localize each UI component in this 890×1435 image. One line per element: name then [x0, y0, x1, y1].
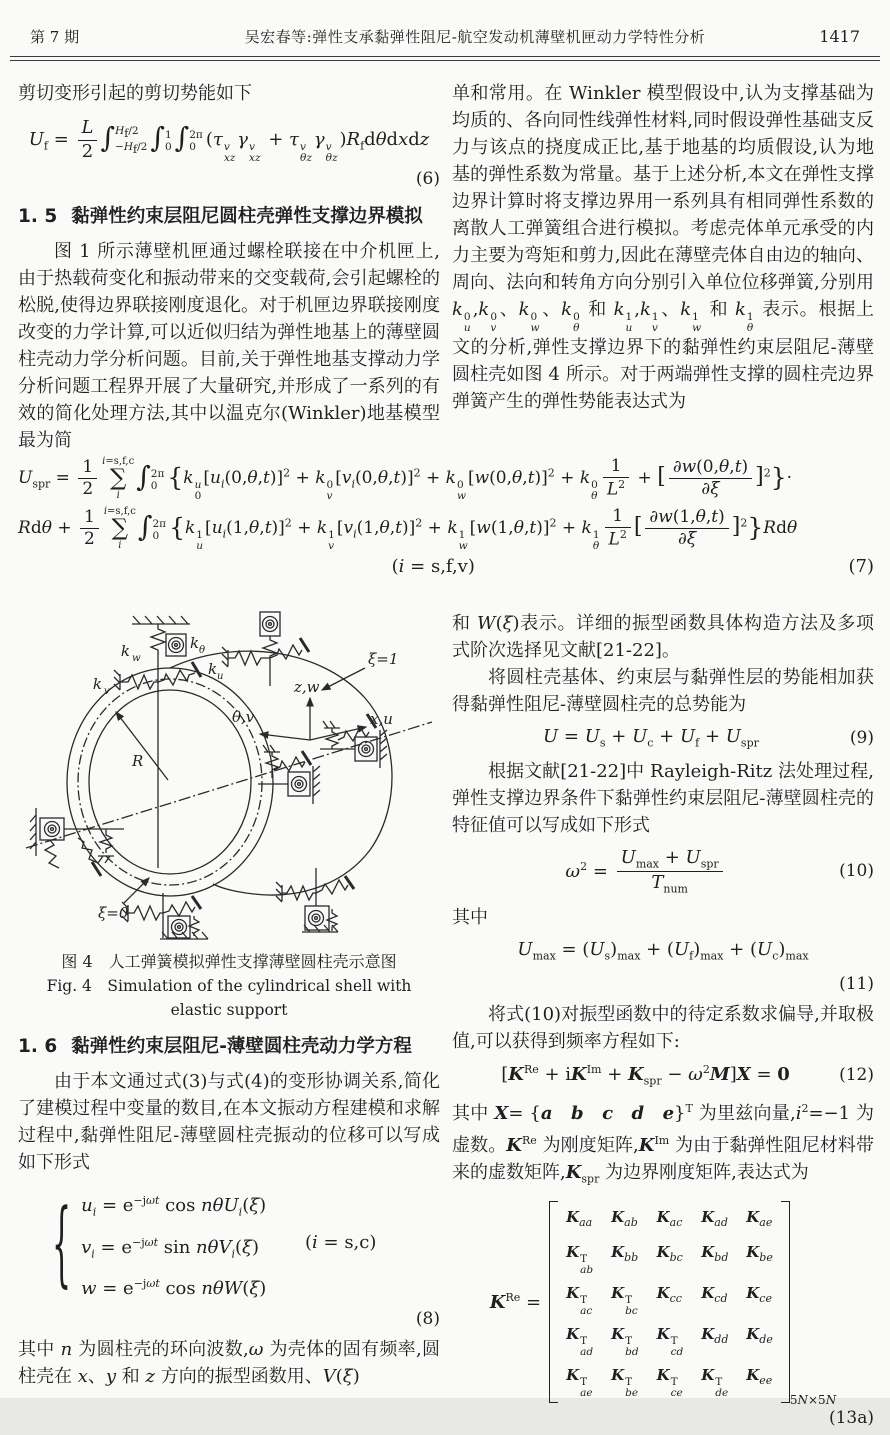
section-title: 黏弹性约束层阻尼-薄壁圆柱壳动力学方程: [71, 1036, 412, 1057]
matrix-cell: $K_{ce}$: [746, 1284, 772, 1306]
matrix-cell: $K_{ac}$: [656, 1208, 683, 1230]
matrix-cell: $K_{ad}$: [701, 1208, 728, 1230]
matrix-cell: $K_{ae}$: [746, 1208, 773, 1230]
figure-4: [18, 610, 440, 1022]
shell-inner-ring: [89, 690, 251, 874]
matrix-cell: $K_{bb}$: [611, 1243, 639, 1265]
equation-9-number: (9): [849, 727, 874, 748]
section-number: 1. 6: [18, 1036, 58, 1057]
equation-10-number: (10): [839, 861, 874, 882]
label-xu: x,u: [370, 710, 393, 728]
matrix-cell: $K_{cd}$: [701, 1284, 728, 1306]
matrix-cell: K T cd: [656, 1325, 684, 1359]
label-thetav: θ,v: [232, 708, 255, 726]
equation-7-line2: Rdθ + $\frac{1}{2}$ i=s,f,c ∑ i ∫ 2π 0 {k 1 u $[u_i(1,\theta,t)]^2 + k$ 1 v $[v_i(1,\theta,t)]^2 + k$ 1 w $[w(1,\theta,t)]^2 + k$ 1 θ $\frac{1}{L^2}$ [ $\frac{\partial w(1,\theta,t)}{\partial\xi}$ ]$^2$}Rdθ: [18, 506, 798, 553]
equation-6-number: (6): [415, 169, 440, 190]
header-rule: [10, 56, 880, 61]
matrix-cell: K T bc: [611, 1284, 638, 1318]
equation-8-condition: (i = s,c): [305, 1231, 377, 1253]
paragraph-frequency-equation: 将式(10)对振型函数中的待定系数求偏导,并取极值,可以获得到频率方程如下:: [452, 1003, 874, 1052]
paragraph-rayleigh-ritz: 根据文献[21-22]中 Rayleigh-Ritz 法处理过程,弹性支撑边界条件下黏弹性约束层阻尼-薄壁圆柱壳的特征值可以写成如下形式: [452, 760, 874, 836]
label-kv-sub: v: [104, 686, 110, 697]
label-ku-sub: u: [217, 671, 224, 682]
equation-13a: [452, 1201, 874, 1408]
label-kw: k: [120, 642, 130, 660]
figure-caption: [18, 950, 440, 1022]
equation-7-condition: (i = s,f,v): [391, 556, 475, 578]
matrix-cell: $K_{bc}$: [656, 1243, 683, 1265]
matrix-cell: K T de: [701, 1366, 729, 1400]
matrix-cell: $K_{bd}$: [701, 1243, 729, 1265]
matrix-bracket-left: [549, 1201, 558, 1403]
text-wherein: 其中: [452, 907, 488, 929]
running-title: 吴宏春等:弹性支承黏弹性阻尼-航空发动机薄壁机匣动力学特性分析: [244, 28, 706, 46]
label-ktheta: k: [190, 634, 200, 652]
right-column-top: [452, 80, 874, 415]
equation-8-line3: $w = e^{-j\omega t}$ cos nθW(ξ): [81, 1277, 267, 1300]
cases-brace: {: [52, 1190, 72, 1300]
section-number: 1. 5: [18, 206, 58, 228]
matrix-bracket-right: [781, 1201, 790, 1403]
coordinate-axes: [260, 698, 366, 740]
paragraph-ritz-vector: 其中 X= {a b c d e}$^T$ 为里兹向量$,i^2=-1$ 为虚数。$K^{Re}$ 为刚度矩阵$,K^{Im}$ 为由于黏弹性阻尼材料带来的虚数矩阵$,K_{spr}$ 为边界刚度矩阵,表达式为: [452, 1102, 875, 1187]
equation-10: $\omega^2$ = $U_{max} + U_{spr}$ $T_{num}$ (10): [565, 846, 874, 896]
paragraph-1-6: 由于本文通过式(3)与式(4)的变形协调关系,简化了建模过程中变量的数目,在本文振动方程建模和求解过程中,黏弹性阻尼-薄壁圆柱壳振动的位移可以写成如下形式: [18, 1071, 440, 1173]
left-column-top: [18, 80, 440, 454]
figure-caption-en1: Fig. 4 Simulation of the cylindrical shell with: [46, 977, 412, 995]
equation-7-block: [18, 452, 874, 577]
equation-6: $U_f$ = $\frac{L}{2}$ ∫ $H_f/2$ $-H_f/2$ ∫ 1 0 ∫ 2π 0 (τ v xz γ v xz + τ v θz γ v θz )$R_fd\theta dxdz$: [28, 117, 430, 165]
equation-12: $[K^{Re} + iK^{Im} + K_{spr} - \omega^2M]X = 0$ (12): [501, 1062, 874, 1088]
section-heading-1-6: [18, 1034, 440, 1060]
paragraph-winkler: 单和常用。在 Winkler 模型假设中,认为支撑基础为均质的、各向同性线弹性材料,同时假设弹性基础支反力与该点的挠度成正比,基于地基的均质假设,认为地基的弹性系数为常量。基于上述分析,本文在弹性支撑边界计算时将支撑边界用一系列具有相同弹性系数的离散人工弹簧组合进行模拟。考虑壳体单元承受的内力主要为弯矩和剪力,因此在薄壁壳体自由边的轴向、周向、法向和转角方向分别引入单位位移弹簧,分别用 k 0 u ,k 0 v 、k 0 w 、k 0 θ 和 k 1 u ,k 1 v 、k 1 w 和 k 1 θ 表示。根据上文的分析,弹性支撑边界下的黏弹性约束层阻尼-薄壁圆柱壳如图 4 所示。对于两端弹性支撑的圆柱壳边界弹簧产生的弹性势能表达式为: [452, 83, 875, 413]
paragraph-1-5: 图 1 所示薄壁机匣通过螺栓联接在中介机匣上,由于热载荷变化和振动带来的交变载荷,会引起螺栓的松脱,使得边界联接刚度退化。对于机匣边界联接刚度改变的力学计算,可以近似归结为弹性地基上的薄壁圆柱壳动力学分析问题。目前,关于弹性地基支撑动力学分析问题工程界开展了大量研究,并形成了一系列的有效的简化处理方法,其中以温克尔(Winkler)地基模型最为简: [18, 241, 440, 452]
page-number: 1417: [819, 27, 860, 46]
section-title: 黏弹性约束层阻尼圆柱壳弹性支撑边界模拟: [71, 206, 423, 228]
equation-8-number: (8): [415, 1309, 440, 1330]
paragraph-mode-functions: 和 W(ξ)表示。详细的振型函数具体构造方法及多项式阶次选择见文献[21-22]。: [452, 613, 874, 661]
matrix-cell: $K_{de}$: [746, 1325, 773, 1347]
paragraph-after-eq8: 其中 n 为圆柱壳的环向波数,ω 为壳体的固有频率,圆柱壳在 x、y 和 z 方向的振型函数用、V(ξ): [18, 1339, 440, 1388]
label-zw: z,w: [294, 678, 320, 696]
matrix-cell: K T ad: [566, 1325, 594, 1359]
equation-11-number: (11): [839, 973, 874, 994]
matrix-cell: K T ab: [566, 1243, 594, 1277]
label-kv: k: [92, 675, 102, 693]
figure-caption-en2: elastic support: [170, 1001, 288, 1019]
matrix-cell: K T ae: [566, 1366, 593, 1400]
equation-8-line2: $v_i = e^{-j\omega t}$ sin nθV$_i$(ξ): [81, 1235, 259, 1261]
matrix-cell: K T be: [611, 1366, 639, 1400]
matrix-cell: $K_{be}$: [746, 1243, 773, 1265]
xi0-pointer: [124, 878, 149, 903]
label-kw-sub: w: [132, 653, 141, 664]
spring-cluster-bottom-left: [122, 893, 208, 939]
shell-outer-ring: [67, 668, 273, 896]
label-ktheta-sub: θ: [199, 645, 206, 656]
cylinder-spring-diagram: [20, 610, 438, 942]
stiffness-matrix: [558, 1201, 781, 1403]
label-radius: R: [132, 752, 144, 770]
figure-caption-cn: 图 4 人工弹簧模拟弹性支撑薄壁圆柱壳示意图: [61, 952, 397, 971]
right-column-bottom: [452, 610, 874, 1435]
equation-13a-number: (13a): [828, 1408, 874, 1429]
label-xi0: ξ=0: [98, 904, 129, 922]
paragraph-total-energy: 将圆柱壳基体、约束层与黏弹性层的势能相加获得黏弹性阻尼-薄壁圆柱壳的总势能为: [452, 667, 874, 715]
equation-7-number: (7): [848, 556, 874, 578]
matrix-cell: $K_{cc}$: [656, 1284, 682, 1306]
label-ku: k: [208, 660, 218, 678]
xi1-pointer: [322, 668, 365, 690]
matrix-size-subscript: 5N×5N: [789, 1393, 837, 1408]
matrix-cell: $K_{ab}$: [611, 1208, 638, 1230]
equation-8: [52, 1186, 440, 1304]
equation-9: $U = U_s + U_c + U_f + U_{spr}$ (9): [543, 726, 874, 750]
equation-12-number: (12): [839, 1065, 874, 1086]
matrix-cell: K T ce: [656, 1366, 683, 1400]
matrix-cell: K T bd: [611, 1325, 639, 1359]
label-xi1: ξ=1: [368, 650, 399, 668]
spring-cluster-middle: [258, 745, 320, 804]
section-heading-1-5: [18, 204, 440, 230]
cylinder-body: [170, 651, 392, 895]
equation-7-line1: $U_{spr}$ = $\frac{1}{2}$ i=s,f,c ∑ i ∫ 2π 0 {k u 0 $[u_i(0,\theta,t)]^2 + k$ 0 v $[v_i(0,\theta,t)]^2 + k$ 0 w $[w(0,\theta,t)]^2 + k$ 0 θ $\frac{1}{L^2}$ + [ $\frac{\partial w(0,\theta,t)}{\partial\xi}$ ]$^2$}·: [18, 456, 793, 503]
spring-cluster-top-middle: [222, 612, 309, 686]
matrix-cell: K T ac: [566, 1284, 593, 1318]
matrix-cell: $K_{dd}$: [701, 1325, 729, 1347]
left-column-bottom: [18, 610, 440, 1390]
page-header: [30, 26, 860, 47]
journal-issue: 第 7 期: [30, 28, 80, 46]
equation-8-line1: $u_i = e^{-j\omega t}$ cos nθU$_i$(ξ): [81, 1194, 267, 1219]
spring-cluster-bottom-right: [276, 868, 354, 932]
spring-cluster-left: [30, 808, 124, 876]
matrix-lhs: $K^{Re}$ =: [489, 1291, 542, 1314]
matrix-cell: $K_{aa}$: [566, 1208, 593, 1230]
matrix-cell: $K_{ee}$: [746, 1366, 773, 1388]
equation-11: $U_{max} = (U_s)_{max} + (U_f)_{max} + (U_c)_{max}$: [517, 939, 809, 963]
continued-text: 剪切变形引起的剪切势能如下: [18, 83, 252, 104]
